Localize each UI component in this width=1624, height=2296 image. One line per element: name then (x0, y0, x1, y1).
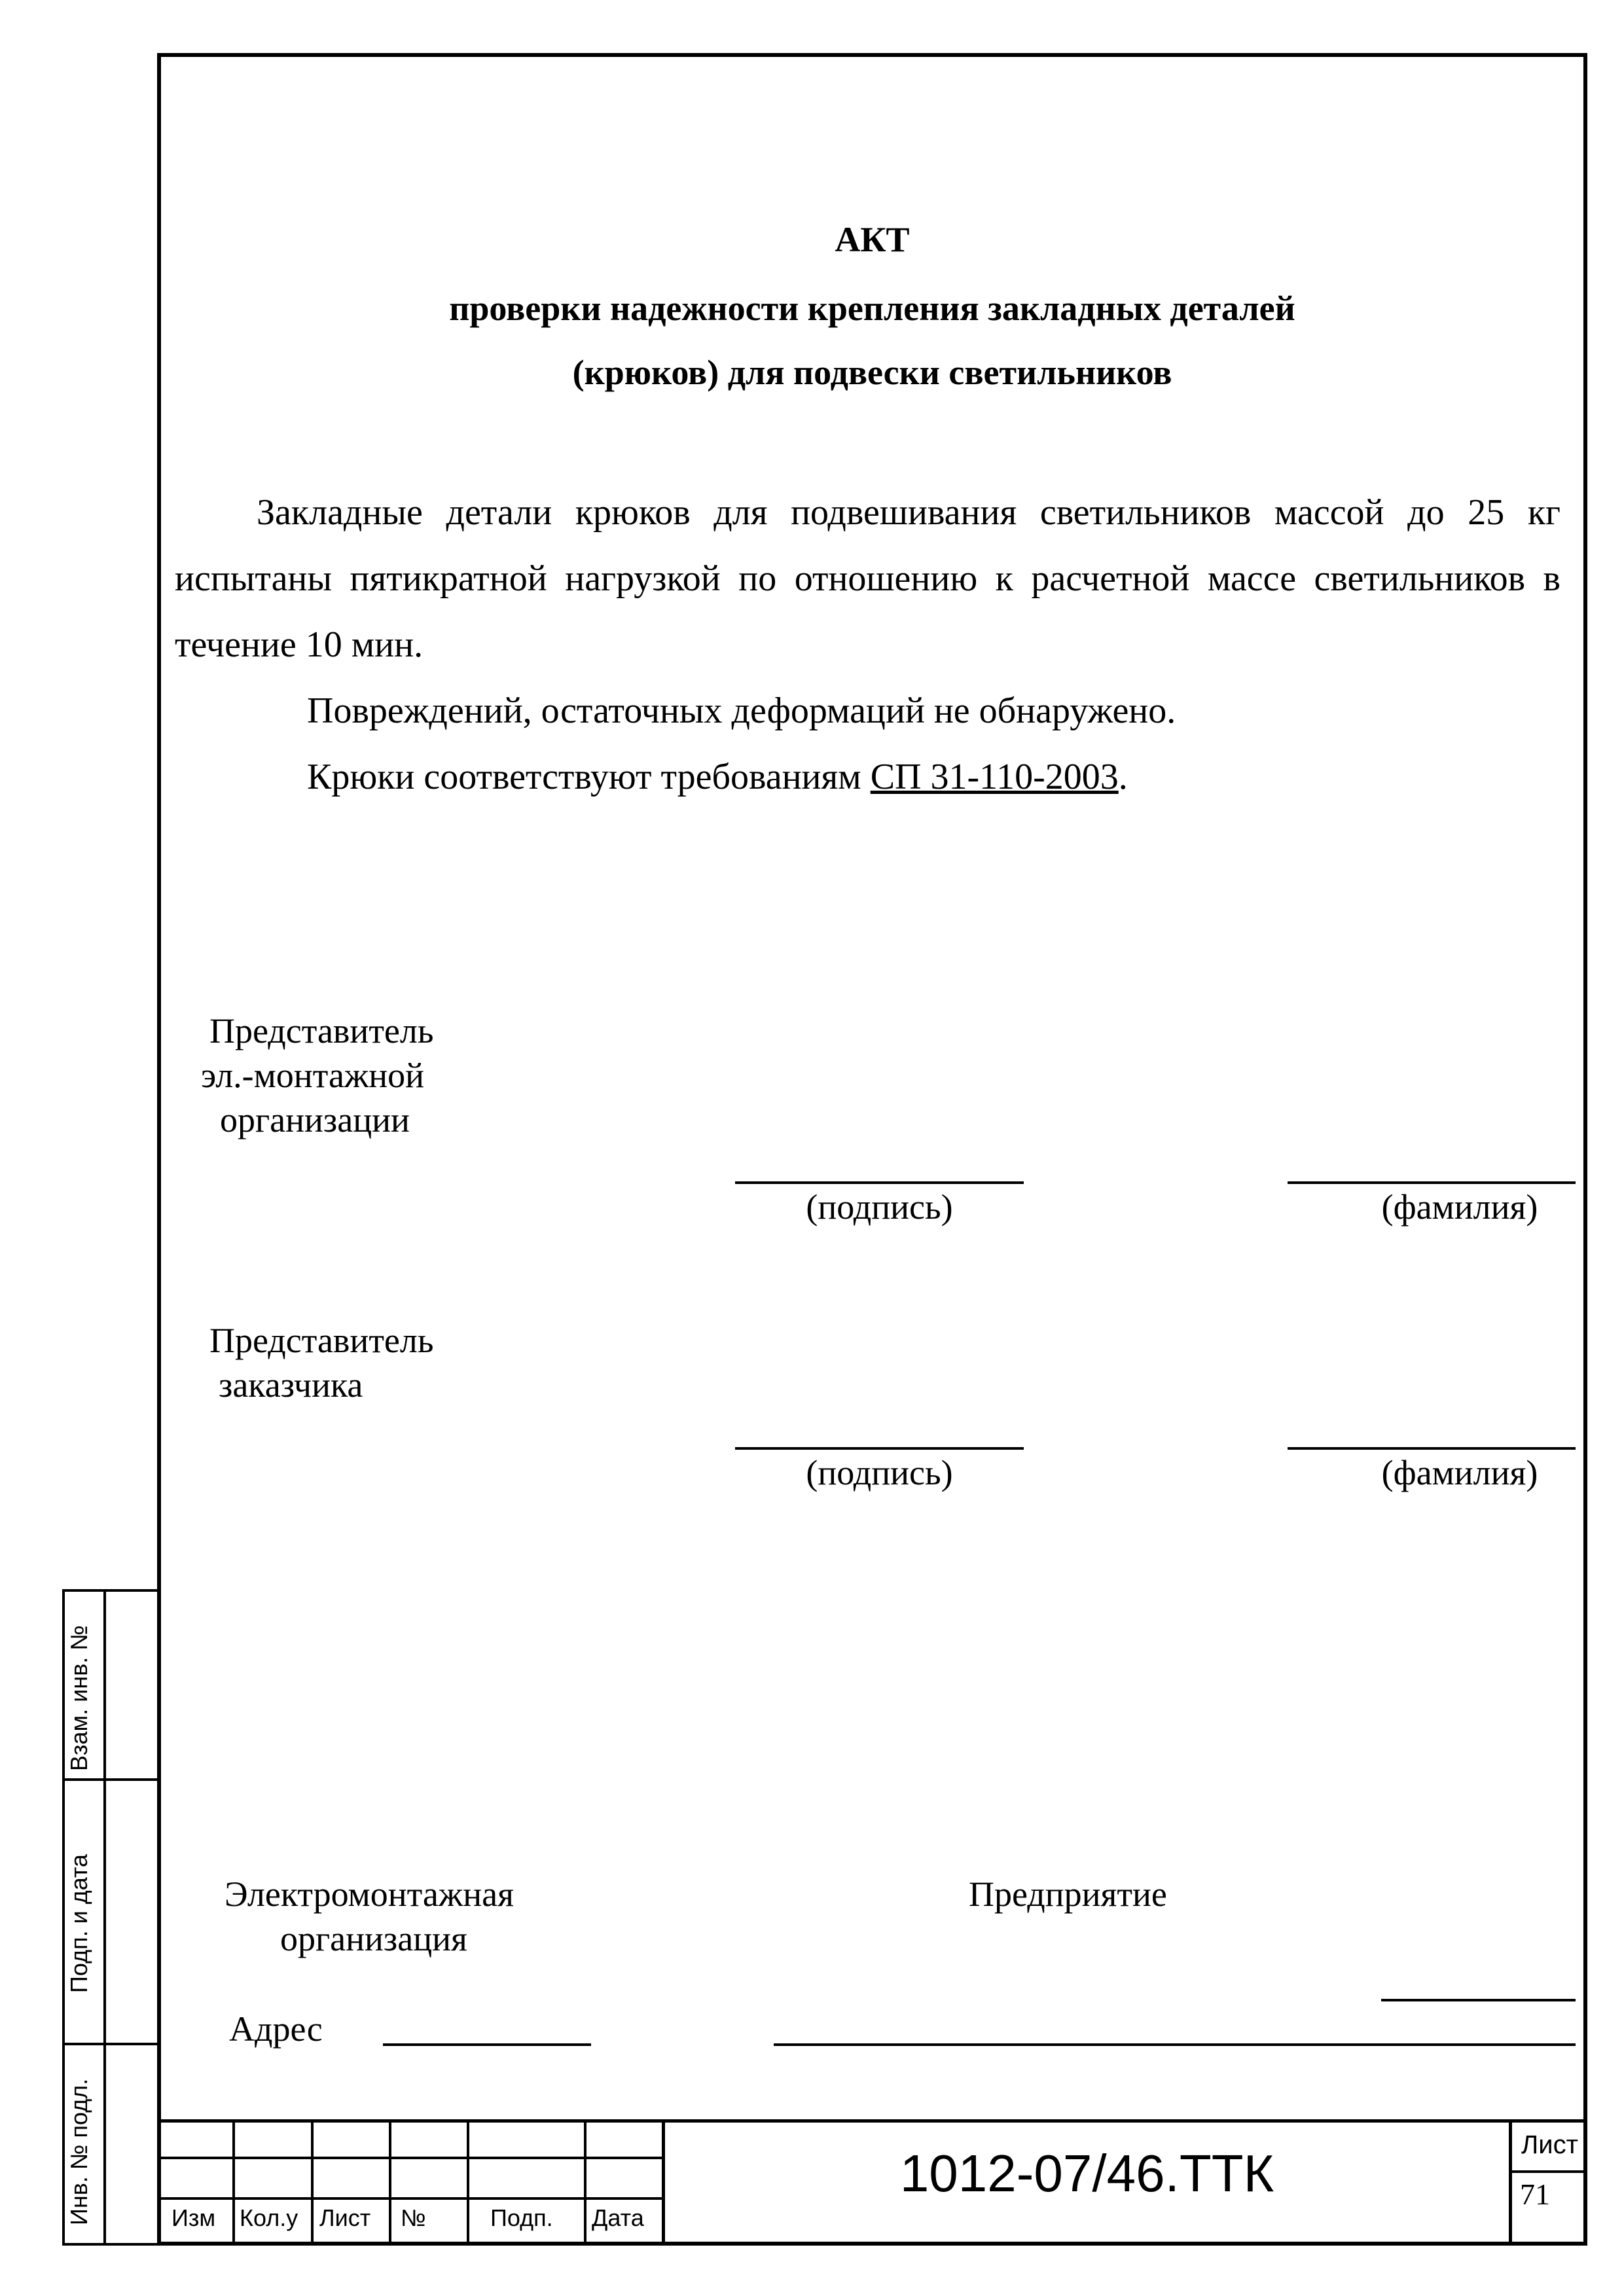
document-subtitle-line2: (крюков) для подвески светильников (572, 353, 1172, 392)
representative-1-line-3: организации (220, 1100, 410, 1139)
document-subtitle-line1: проверки надежности крепления закладных деталей (449, 289, 1295, 328)
surname-line-2[interactable] (1288, 1447, 1576, 1450)
col-kol-label: Кол.у (240, 2204, 298, 2231)
stamp-inv-podl-label: Инв. № подл. (65, 2078, 92, 2225)
col-list-label: Лист (319, 2204, 371, 2231)
representative-2-label (209, 1318, 433, 1407)
title-block-col-line (389, 2119, 391, 2246)
electro-organization-line-2: организация (280, 1919, 467, 1958)
address-label: Адрес (229, 2009, 323, 2049)
stamp-vzam-inv-label: Взам. инв. № (65, 1624, 92, 1771)
representative-2-line-1: Представитель (209, 1321, 434, 1360)
title-block-col-line (232, 2119, 235, 2246)
signature-line-1[interactable] (735, 1181, 1024, 1184)
col-izm-label: Изм (171, 2204, 216, 2231)
title-block-col-line (311, 2119, 314, 2246)
sheet-cell-divider (1511, 2170, 1587, 2173)
enterprise-line[interactable] (1381, 1999, 1576, 2001)
title-block-col-line (584, 2119, 586, 2246)
address-line-2[interactable] (774, 2043, 1576, 2046)
col-podp-label: Подп. (490, 2204, 553, 2231)
sheet-label: Лист (1521, 2130, 1578, 2159)
signature-line-2[interactable] (735, 1447, 1024, 1450)
representative-1-line-2: эл.-монтажной (201, 1056, 425, 1095)
surname-caption-1: (фамилия) (1381, 1187, 1538, 1227)
standard-reference-link[interactable]: СП 31-110-2003 (870, 757, 1119, 797)
title-block-col-line (467, 2119, 469, 2246)
enterprise-label: Предприятие (969, 1874, 1167, 1914)
representative-1-label (201, 1009, 434, 1142)
surname-line-1[interactable] (1288, 1181, 1576, 1184)
stamp-podp-data-label: Подп. и дата (65, 1854, 92, 1993)
sheet-number: 71 (1520, 2178, 1550, 2211)
signature-caption-1: (подпись) (806, 1187, 953, 1227)
document-title: АКТ (835, 220, 910, 259)
stamp-divider (103, 1781, 106, 2043)
stamp-divider (103, 1592, 106, 1778)
stamp-divider (103, 2045, 106, 2243)
col-data-label: Дата (592, 2204, 644, 2231)
representative-2-line-2: заказчика (219, 1365, 363, 1405)
paragraph-2: Повреждений, остаточных деформаций не обнаружено. (307, 691, 1176, 731)
electro-organization-line-1: Электромонтажная (225, 1874, 514, 1914)
col-number-label: № (401, 2204, 426, 2231)
address-line-1[interactable] (383, 2043, 591, 2046)
paragraph-3-text: Крюки соответствуют требованиям (307, 757, 871, 797)
representative-1-line-1: Представитель (209, 1011, 434, 1050)
paragraph-1-line-2: испытаны пятикратной нагрузкой по отношению к расчетной массе светильников в (175, 558, 1561, 599)
electro-organization-label (225, 1872, 514, 1961)
signature-caption-2: (подпись) (806, 1453, 953, 1492)
paragraph-3 (307, 744, 1128, 810)
paragraph-3-end: . (1118, 757, 1128, 797)
document-code: 1012-07/46.ТТК (899, 2144, 1274, 2202)
paragraph-1-line-3: течение 10 мин. (175, 624, 424, 665)
title-block-top-border (157, 2119, 1587, 2123)
paragraph-1-line-1: Закладные детали крюков для подвешивания светильников массой до 25 кг (257, 492, 1561, 533)
surname-caption-2: (фамилия) (1381, 1453, 1538, 1492)
